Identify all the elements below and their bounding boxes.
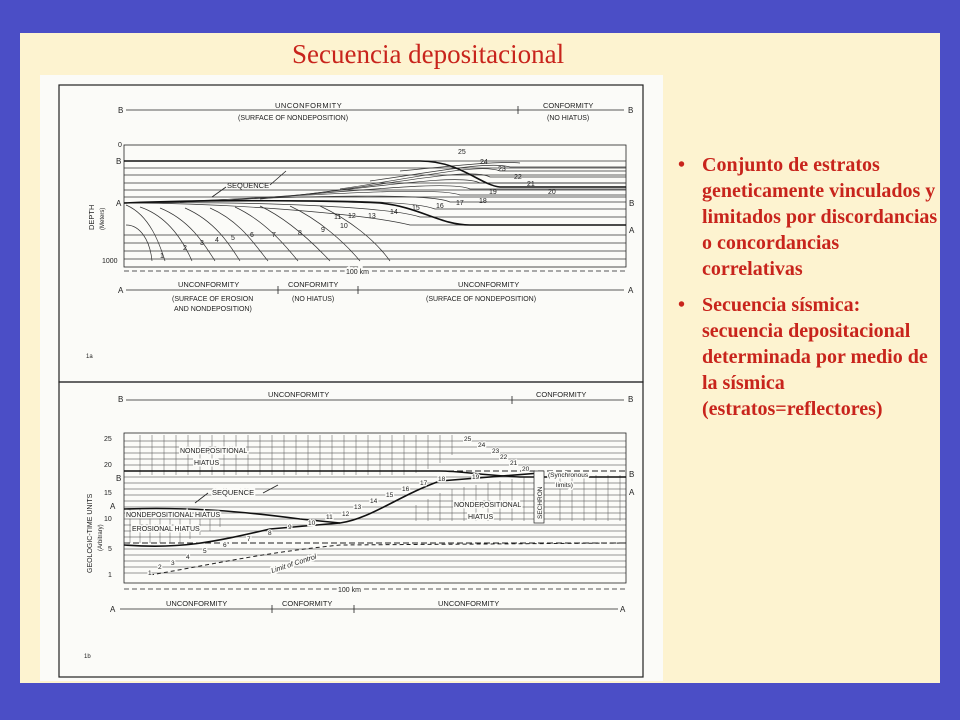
svg-text:6: 6	[250, 232, 254, 239]
svg-text:17: 17	[456, 200, 464, 207]
label-a-left: A	[116, 199, 122, 208]
bottom-unconformity-left-a: UNCONFORMITY	[178, 280, 240, 289]
svg-text:2: 2	[158, 564, 162, 571]
svg-text:8: 8	[298, 230, 302, 237]
bottom-unconformity-left-b: UNCONFORMITY	[166, 599, 228, 608]
svg-text:1: 1	[108, 572, 112, 579]
svg-text:10: 10	[340, 223, 348, 230]
top-unconformity-label: UNCONFORMITY	[275, 101, 343, 110]
svg-text:25: 25	[458, 149, 466, 156]
label-b-top-right: B	[628, 106, 634, 115]
svg-text:(NO HIATUS): (NO HIATUS)	[292, 296, 335, 303]
svg-text:HIATUS: HIATUS	[194, 460, 220, 467]
top-conformity-sub: (NO HIATUS)	[547, 115, 590, 122]
svg-text:7: 7	[272, 232, 276, 239]
svg-text:24: 24	[478, 442, 486, 449]
svg-text:B: B	[629, 470, 635, 479]
bottom-conformity-b: CONFORMITY	[282, 599, 333, 608]
bullet-item	[678, 152, 940, 282]
svg-text:23: 23	[492, 448, 500, 455]
bottom-unconformity-right-b: UNCONFORMITY	[438, 599, 500, 608]
svg-text:19: 19	[489, 189, 497, 196]
scale-label-a: 100 km	[346, 269, 369, 276]
depth-axis-label: DEPTH	[87, 204, 96, 230]
scale-label-b: 100 km	[338, 587, 361, 594]
svg-text:B: B	[628, 395, 634, 404]
svg-text:25: 25	[104, 436, 112, 443]
sequence-label-a: SEQUENCE	[227, 181, 270, 190]
svg-text:10: 10	[308, 520, 316, 527]
sequence-label-b: SEQUENCE	[212, 488, 255, 497]
svg-text:20: 20	[522, 466, 530, 473]
svg-text:6: 6	[223, 542, 227, 549]
bottom-conformity-a: CONFORMITY	[288, 280, 339, 289]
panel-a-label: 1a	[86, 354, 93, 360]
svg-text:17: 17	[420, 480, 428, 487]
svg-text:15: 15	[386, 492, 394, 499]
sechron-label: SECHRON	[537, 486, 544, 519]
svg-text:8: 8	[268, 530, 272, 537]
depth-axis-unit: (Meters)	[100, 207, 106, 230]
cross-section-a	[124, 145, 626, 267]
svg-text:9: 9	[288, 524, 292, 531]
label-a-bottom-left: A	[118, 286, 124, 295]
svg-text:A: A	[110, 502, 116, 511]
svg-text:HIATUS: HIATUS	[468, 514, 494, 521]
svg-text:(SURFACE OF NONDEPOSITION): (SURFACE OF NONDEPOSITION)	[426, 296, 537, 303]
svg-text:5: 5	[108, 546, 112, 553]
slide-title: Secuencia depositacional	[292, 39, 565, 69]
svg-text:13: 13	[354, 504, 362, 511]
svg-text:11: 11	[326, 514, 333, 521]
svg-text:20: 20	[104, 462, 112, 469]
svg-text:A: A	[620, 605, 626, 614]
figure-svg	[40, 75, 663, 681]
svg-text:15: 15	[104, 490, 112, 497]
svg-text:(Arbitrary): (Arbitrary)	[98, 524, 104, 551]
limit-of-control-line	[150, 543, 626, 575]
svg-text:20: 20	[548, 189, 556, 196]
top-conformity-b: CONFORMITY	[536, 390, 587, 399]
bullet-list	[678, 152, 940, 432]
label-a-right: A	[629, 226, 635, 235]
svg-text:A: A	[629, 488, 635, 497]
svg-text:2: 2	[183, 245, 187, 252]
label-b-top-left: B	[118, 106, 124, 115]
top-unconformity-b: UNCONFORMITY	[268, 390, 330, 399]
svg-text:limits): limits)	[556, 482, 573, 489]
svg-text:4: 4	[215, 237, 219, 244]
svg-text:1: 1	[160, 253, 164, 260]
panel-b-label: 1b	[84, 654, 91, 660]
svg-text:4: 4	[186, 554, 190, 561]
svg-text:13: 13	[368, 213, 376, 220]
bottom-unconformity-right-a: UNCONFORMITY	[458, 280, 520, 289]
panel-a	[86, 101, 635, 360]
svg-text:11: 11	[334, 214, 342, 221]
sequence-figure	[40, 75, 663, 681]
label-b-left: B	[116, 157, 122, 166]
svg-text:3: 3	[171, 560, 175, 567]
top-unconformity-sub: (SURFACE OF NONDEPOSITION)	[238, 115, 349, 122]
bullet-glyph: •	[678, 294, 686, 316]
hatch-right	[416, 475, 620, 521]
svg-text:18: 18	[479, 198, 487, 205]
svg-text:NONDEPOSITIONAL HIATUS: NONDEPOSITIONAL HIATUS	[126, 512, 221, 519]
bullet-text: Conjunto de estratos geneticamente vinculados y limitados por discordancias o concordancias correlativas	[702, 154, 938, 280]
svg-text:21: 21	[527, 181, 535, 188]
panel-b	[84, 390, 635, 660]
svg-text:23: 23	[498, 166, 506, 173]
svg-text:A: A	[110, 605, 116, 614]
svg-text:7: 7	[247, 536, 251, 543]
svg-text:18: 18	[438, 476, 446, 483]
svg-text:B: B	[118, 395, 124, 404]
limit-of-control-label: Limit of Control	[270, 553, 318, 575]
svg-text:(SURFACE OF EROSION: (SURFACE OF EROSION	[172, 296, 254, 303]
depth-bottom-tick: 1000	[102, 258, 118, 265]
svg-text:NONDEPOSITIONAL: NONDEPOSITIONAL	[454, 502, 522, 509]
panel-a-border	[59, 85, 643, 382]
svg-text:12: 12	[342, 511, 350, 518]
svg-text:25: 25	[464, 436, 472, 443]
svg-text:AND NONDEPOSITION): AND NONDEPOSITION)	[174, 306, 252, 313]
svg-text:1: 1	[148, 570, 152, 577]
depth-top-tick: 0	[118, 142, 122, 149]
svg-text:5: 5	[203, 548, 207, 555]
svg-text:24: 24	[480, 159, 488, 166]
svg-text:NONDEPOSITIONAL: NONDEPOSITIONAL	[180, 448, 248, 455]
label-a-bottom-right: A	[628, 286, 634, 295]
time-axis-label: GEOLOGIC-TIME UNITS	[87, 493, 94, 573]
svg-text:21: 21	[510, 460, 518, 467]
bullet-text: Secuencia sísmica: secuencia depositacional determinada por medio de la sísmica (estratos=reflectores)	[702, 294, 928, 420]
svg-text:3: 3	[200, 240, 204, 247]
svg-text:14: 14	[370, 498, 378, 505]
strata-numbers-a	[160, 149, 556, 260]
svg-text:10: 10	[104, 516, 112, 523]
svg-text:16: 16	[436, 203, 444, 210]
svg-text:19: 19	[472, 474, 480, 481]
svg-text:22: 22	[500, 454, 508, 461]
top-conformity-label: CONFORMITY	[543, 101, 594, 110]
label-b-right: B	[629, 199, 635, 208]
svg-text:(Synchronous: (Synchronous	[548, 472, 589, 479]
svg-text:EROSIONAL HIATUS: EROSIONAL HIATUS	[132, 526, 200, 533]
svg-text:14: 14	[390, 209, 398, 216]
svg-text:22: 22	[514, 174, 522, 181]
svg-text:12: 12	[348, 213, 356, 220]
time-section-b	[124, 433, 626, 583]
svg-text:9: 9	[321, 227, 325, 234]
svg-text:B: B	[116, 474, 122, 483]
bullet-item	[678, 292, 940, 422]
svg-text:16: 16	[402, 486, 410, 493]
bullet-glyph: •	[678, 154, 686, 176]
svg-text:5: 5	[231, 235, 235, 242]
svg-text:15: 15	[412, 205, 420, 212]
